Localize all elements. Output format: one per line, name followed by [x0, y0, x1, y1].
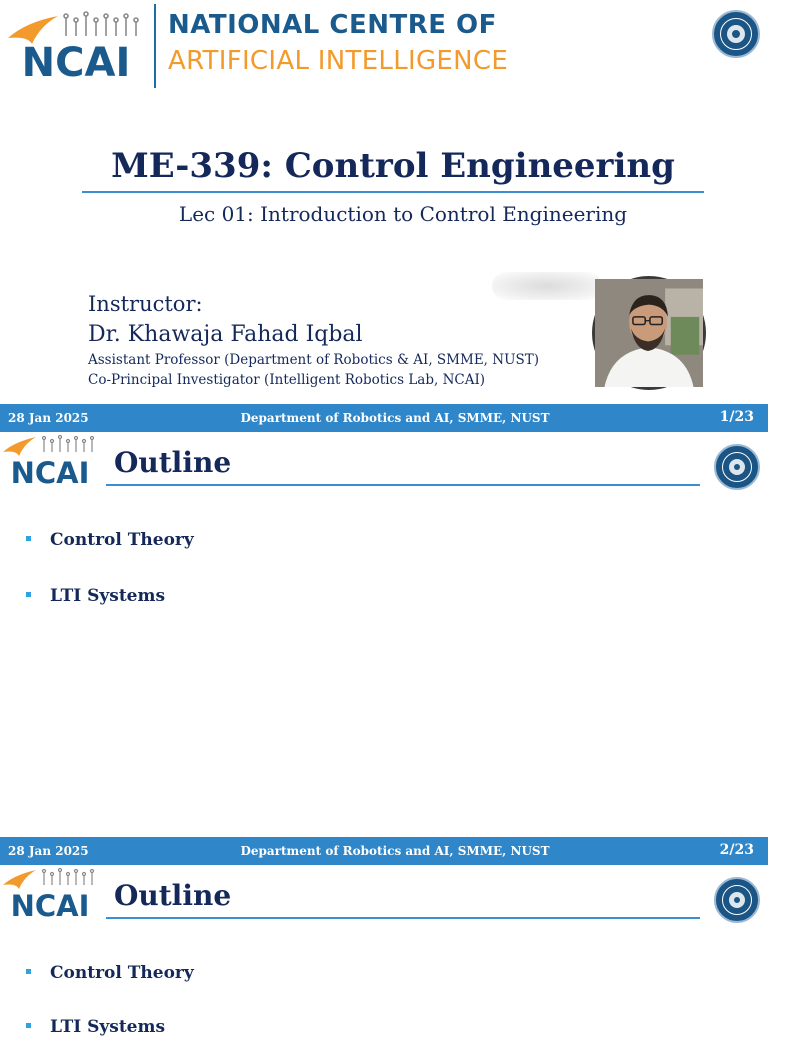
ncai-logo-text: NCAI [21, 40, 131, 86]
slide-title: Outline [114, 446, 232, 479]
title-rule [82, 191, 704, 193]
outline-slide [0, 432, 768, 865]
ncai-logo-text: NCAI [10, 889, 90, 923]
bullet-square-icon [26, 536, 31, 541]
header-divider [154, 4, 156, 88]
lecture-subtitle: Lec 01: Introduction to Control Engineering [178, 202, 628, 226]
footer-date: 28 Jan 2025 [8, 411, 89, 425]
centre-name-line1: NATIONAL CENTRE OF [168, 10, 497, 40]
bullet-square-icon [26, 969, 31, 974]
course-title: ME-339: Control Engineering [111, 146, 675, 186]
title-slide [0, 0, 768, 432]
nust-seal-icon [712, 10, 760, 58]
centre-name-line2: ARTIFICIAL INTELLIGENCE [168, 46, 509, 76]
list-item-text: Control Theory [50, 963, 194, 983]
ncai-logo [6, 10, 146, 86]
ncai-logo [2, 434, 98, 490]
ncai-logo-text: NCAI [10, 456, 90, 490]
footer-page-number: 2/23 [719, 842, 754, 858]
instructor-role-1: Assistant Professor (Department of Robotics & AI, SMME, NUST) [88, 352, 539, 368]
instructor-role-2: Co-Principal Investigator (Intelligent Robotics Lab, NCAI) [88, 372, 486, 388]
footer-page-number: 1/23 [719, 409, 754, 425]
footer-date: 28 Jan 2025 [8, 844, 89, 858]
ncai-logo [2, 867, 98, 923]
instructor-photo [592, 276, 706, 390]
bullet-square-icon [26, 1023, 31, 1028]
footer-department: Department of Robotics and AI, SMME, NUST [240, 411, 550, 425]
instructor-label: Instructor: [88, 292, 203, 316]
nust-seal-icon [714, 877, 760, 923]
title-rule [106, 484, 700, 486]
nust-seal-icon [714, 444, 760, 490]
outline-slide [0, 865, 768, 1037]
title-rule [106, 917, 700, 919]
footer-bar [0, 837, 768, 865]
blurred-region [492, 272, 602, 300]
bullet-square-icon [26, 592, 31, 597]
instructor-name: Dr. Khawaja Fahad Iqbal [88, 322, 363, 347]
footer-department: Department of Robotics and AI, SMME, NUST [240, 844, 550, 858]
footer-bar [0, 404, 768, 432]
list-item-text: LTI Systems [50, 586, 166, 606]
list-item-text: LTI Systems [50, 1017, 166, 1037]
list-item-text: Control Theory [50, 530, 194, 550]
slide-title: Outline [114, 879, 232, 912]
